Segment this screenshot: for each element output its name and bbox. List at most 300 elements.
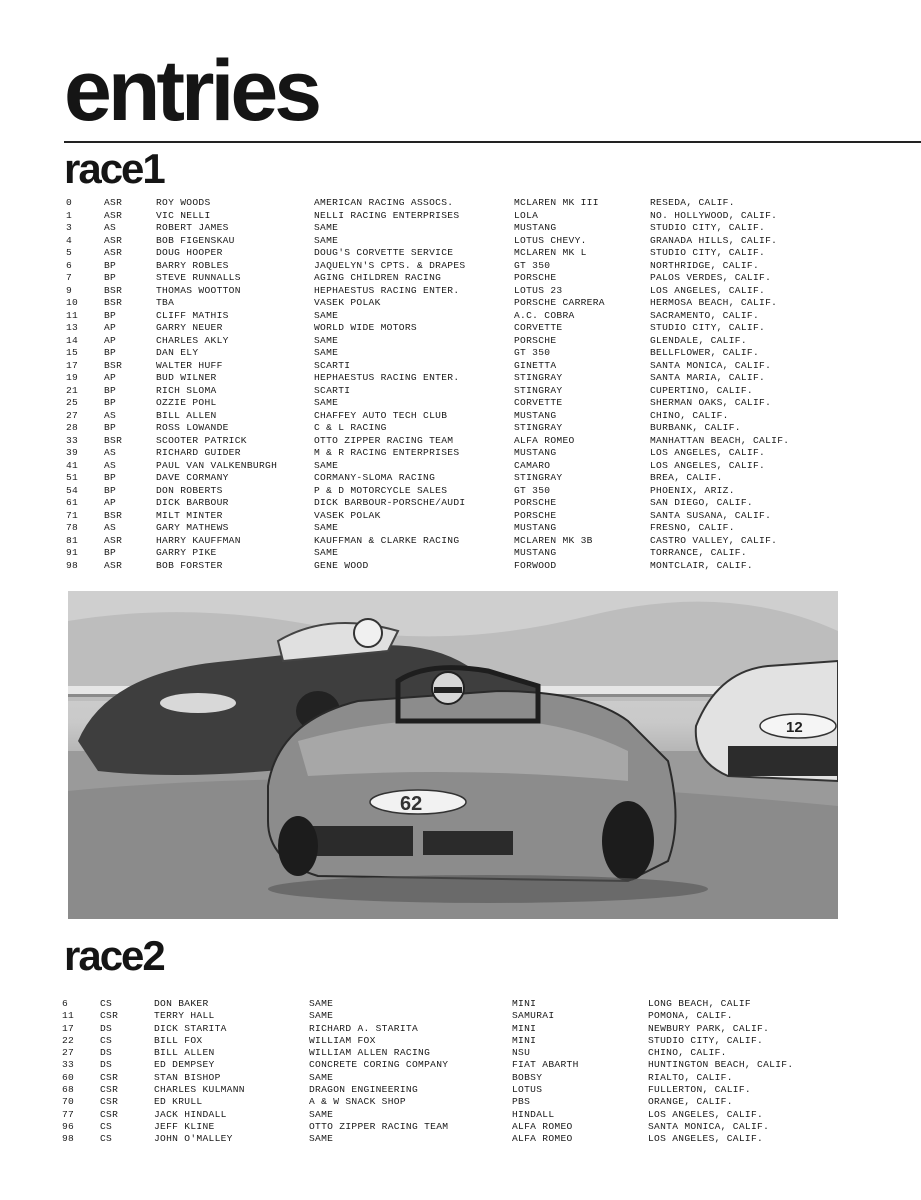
entry-driver: GARRY NEUER (156, 322, 223, 333)
entry-car-make: MCLAREN MK III (514, 197, 599, 208)
entry-hometown: LONG BEACH, CALIF (648, 998, 751, 1009)
entry-car-make: MUSTANG (514, 447, 557, 458)
entry-row (66, 435, 826, 448)
entry-hometown: POMONA, CALIF. (648, 1010, 733, 1022)
entry-car-number: 77 (62, 1108, 75, 1120)
entry-car-number: 27 (62, 1047, 75, 1059)
entry-car-make: FIAT ABARTH (512, 1059, 579, 1071)
entry-car-number: 54 (66, 484, 79, 496)
entry-car-number: 14 (66, 334, 79, 346)
entry-row (66, 197, 826, 210)
entry-driver: TERRY HALL (154, 1010, 215, 1022)
entry-driver: STAN BISHOP (154, 1071, 221, 1083)
entry-row (62, 1010, 842, 1022)
entry-car-number: 13 (66, 322, 79, 333)
entry-hometown: SANTA MONICA, CALIF. (648, 1120, 770, 1132)
entry-car-number: 5 (66, 247, 73, 258)
entry-car-make: ALFA ROMEO (512, 1120, 573, 1132)
entry-class: BP (104, 309, 117, 321)
entry-car-make: MINI (512, 998, 537, 1009)
entry-car-number: 22 (62, 1034, 75, 1046)
entry-class: AS (104, 222, 117, 233)
entry-car-number: 27 (66, 409, 79, 421)
entry-row (66, 260, 826, 273)
entry-hometown: SAN DIEGO, CALIF. (650, 497, 753, 508)
entry-entrant: HEPHAESTUS RACING ENTER. (314, 372, 460, 383)
entry-car-make: GT 350 (514, 259, 551, 271)
entry-car-make: MCLAREN MK L (514, 247, 587, 258)
entry-car-number: 98 (66, 559, 79, 571)
entry-car-make: GINETTA (514, 359, 557, 371)
entry-car-make: PORSCHE (514, 334, 557, 346)
entry-class: DS (100, 1047, 113, 1059)
entry-class: BSR (104, 284, 123, 296)
entry-driver: BOB FIGENSKAU (156, 234, 235, 246)
entry-car-make: CORVETTE (514, 322, 563, 333)
entry-driver: PAUL VAN VALKENBURGH (156, 459, 278, 471)
entry-driver: JEFF KLINE (154, 1120, 215, 1132)
entry-row (66, 422, 826, 435)
entry-entrant: VASEK POLAK (314, 297, 381, 308)
entry-car-make: STINGRAY (514, 472, 563, 483)
entry-car-number: 28 (66, 422, 79, 433)
entry-entrant: A & W SNACK SHOP (309, 1096, 406, 1108)
entry-entrant: SAME (314, 347, 339, 358)
entry-row (66, 347, 826, 360)
entry-driver: ED KRULL (154, 1096, 203, 1108)
entry-car-number: 11 (66, 309, 79, 321)
entry-entrant: WILLIAM ALLEN RACING (309, 1047, 431, 1059)
entry-driver: BUD WILNER (156, 372, 217, 383)
entry-class: CSR (100, 1071, 119, 1083)
entry-car-make: LOTUS (512, 1084, 543, 1096)
entry-driver: RICH SLOMA (156, 384, 217, 396)
entry-entrant: SAME (314, 397, 339, 408)
entry-entrant: CHAFFEY AUTO TECH CLUB (314, 409, 448, 421)
entry-car-make: CAMARO (514, 459, 551, 471)
entry-driver: BILL ALLEN (154, 1047, 215, 1059)
entry-driver: CLIFF MATHIS (156, 309, 229, 321)
entry-hometown: HERMOSA BEACH, CALIF. (650, 297, 778, 308)
entry-entrant: SAME (314, 309, 339, 321)
entry-class: BP (104, 547, 117, 558)
entry-hometown: GRANADA HILLS, CALIF. (650, 234, 778, 246)
entry-car-make: CORVETTE (514, 397, 563, 408)
entry-car-make: PORSCHE CARRERA (514, 297, 605, 308)
entry-car-make: STINGRAY (514, 384, 563, 396)
entry-class: ASR (104, 209, 123, 221)
entry-entrant: NELLI RACING ENTERPRISES (314, 209, 460, 221)
entry-row (62, 1109, 842, 1121)
entry-row (62, 1133, 842, 1145)
entry-driver: WALTER HUFF (156, 359, 223, 371)
title-divider (64, 141, 921, 143)
entry-class: CS (100, 1133, 113, 1145)
entry-car-make: LOTUS CHEVY. (514, 234, 587, 246)
entry-entrant: SAME (309, 1133, 334, 1145)
entry-car-make: MINI (512, 1022, 537, 1034)
entry-car-number: 91 (66, 547, 79, 558)
entry-hometown: BREA, CALIF. (650, 472, 723, 483)
entry-class: BP (104, 397, 117, 408)
entry-car-number: 17 (66, 359, 79, 371)
entry-entrant: AGING CHILDREN RACING (314, 272, 442, 283)
entry-row (66, 372, 826, 385)
entry-entrant: SAME (314, 334, 339, 346)
photo-car-number-front: 62 (400, 793, 423, 815)
entry-car-number: 39 (66, 447, 79, 458)
entry-hometown: NORTHRIDGE, CALIF. (650, 259, 760, 271)
entry-row (66, 385, 826, 398)
entry-hometown: BELLFLOWER, CALIF. (650, 347, 760, 358)
entry-row (66, 410, 826, 423)
entry-entrant: RICHARD A. STARITA (309, 1022, 419, 1034)
entry-row (62, 1121, 842, 1133)
entry-car-make: GT 350 (514, 484, 551, 496)
entry-car-make: LOLA (514, 209, 539, 221)
entry-car-make: A.C. COBRA (514, 309, 575, 321)
entry-driver: DICK STARITA (154, 1022, 227, 1034)
entry-class: ASR (104, 534, 123, 546)
entry-class: BP (104, 484, 117, 496)
entry-entrant: AMERICAN RACING ASSOCS. (314, 197, 454, 208)
entry-driver: BOB FORSTER (156, 559, 223, 571)
entry-entrant: SAME (314, 222, 339, 233)
entry-entrant: OTTO ZIPPER RACING TEAM (314, 434, 454, 446)
entry-class: CS (100, 1120, 113, 1132)
entry-row (66, 335, 826, 348)
entry-class: AS (104, 447, 117, 458)
entry-hometown: GLENDALE, CALIF. (650, 334, 747, 346)
entry-hometown: CHINO, CALIF. (650, 409, 729, 421)
entry-hometown: LOS ANGELES, CALIF. (650, 447, 766, 458)
entry-car-number: 61 (66, 497, 79, 508)
entry-hometown: LOS ANGELES, CALIF. (648, 1108, 764, 1120)
entry-hometown: TORRANCE, CALIF. (650, 547, 747, 558)
entry-class: CSR (100, 1010, 119, 1022)
entry-entrant: DRAGON ENGINEERING (309, 1084, 419, 1096)
entry-entrant: SAME (309, 1108, 334, 1120)
entry-car-number: 68 (62, 1084, 75, 1096)
entry-row (62, 1059, 842, 1071)
entry-hometown: PALOS VERDES, CALIF. (650, 272, 772, 283)
entry-car-number: 6 (62, 998, 69, 1009)
entry-car-number: 0 (66, 197, 73, 208)
entry-row (66, 222, 826, 235)
entry-row (66, 272, 826, 285)
entry-class: ASR (104, 559, 123, 571)
entry-car-make: MUSTANG (514, 547, 557, 558)
entry-driver: JOHN O'MALLEY (154, 1133, 233, 1145)
entry-hometown: STUDIO CITY, CALIF. (648, 1034, 764, 1046)
entry-driver: RICHARD GUIDER (156, 447, 241, 458)
entry-entrant: SAME (314, 547, 339, 558)
entry-class: ASR (104, 247, 123, 258)
race-photo (68, 591, 838, 919)
entry-hometown: ORANGE, CALIF. (648, 1096, 733, 1108)
entry-entrant: SAME (314, 234, 339, 246)
entry-car-number: 1 (66, 209, 73, 221)
entry-driver: STEVE RUNNALLS (156, 272, 241, 283)
entry-driver: THOMAS WOOTTON (156, 284, 241, 296)
entry-class: AP (104, 322, 117, 333)
entry-hometown: LOS ANGELES, CALIF. (648, 1133, 764, 1145)
entry-car-make: SAMURAI (512, 1010, 555, 1022)
entry-row (62, 1072, 842, 1084)
entry-driver: ROY WOODS (156, 197, 211, 208)
entry-entrant: P & D MOTORCYCLE SALES (314, 484, 448, 496)
entry-entrant: WILLIAM FOX (309, 1034, 376, 1046)
entry-hometown: NO. HOLLYWOOD, CALIF. (650, 209, 778, 221)
race2-entries-table (62, 998, 842, 1146)
entry-row (66, 535, 826, 548)
entry-entrant: CONCRETE CORING COMPANY (309, 1059, 449, 1071)
entry-row (62, 1035, 842, 1047)
entry-driver: DAVE CORMANY (156, 472, 229, 483)
entry-entrant: GENE WOOD (314, 559, 369, 571)
entry-hometown: FRESNO, CALIF. (650, 522, 735, 533)
entry-driver: DICK BARBOUR (156, 497, 229, 508)
entry-driver: CHARLES AKLY (156, 334, 229, 346)
entry-row (66, 297, 826, 310)
entry-car-make: NSU (512, 1047, 531, 1059)
entry-class: BP (104, 272, 117, 283)
entry-driver: ED DEMPSEY (154, 1059, 215, 1071)
entry-driver: BILL FOX (154, 1034, 203, 1046)
entry-entrant: SAME (309, 1010, 334, 1022)
entry-class: BP (104, 472, 117, 483)
entry-row (66, 322, 826, 335)
entry-class: BSR (104, 434, 123, 446)
entry-row (62, 1023, 842, 1035)
entry-car-number: 11 (62, 1010, 75, 1022)
entry-car-make: MUSTANG (514, 409, 557, 421)
entry-car-number: 4 (66, 234, 73, 246)
entry-car-make: MUSTANG (514, 522, 557, 533)
entry-class: CSR (100, 1108, 119, 1120)
entry-driver: VIC NELLI (156, 209, 211, 221)
entry-class: CS (100, 1034, 113, 1046)
entry-class: CS (100, 998, 113, 1009)
entry-car-make: STINGRAY (514, 422, 563, 433)
entry-row (66, 547, 826, 560)
entry-row (66, 235, 826, 248)
entry-car-make: MUSTANG (514, 222, 557, 233)
entry-car-number: 21 (66, 384, 79, 396)
entry-hometown: PHOENIX, ARIZ. (650, 484, 735, 496)
entry-car-number: 51 (66, 472, 79, 483)
entry-car-make: HINDALL (512, 1108, 555, 1120)
entry-car-number: 9 (66, 284, 73, 296)
entry-entrant: SAME (314, 459, 339, 471)
entry-entrant: WORLD WIDE MOTORS (314, 322, 417, 333)
entry-car-make: PBS (512, 1096, 531, 1108)
entry-car-number: 19 (66, 372, 79, 383)
entry-row (66, 485, 826, 498)
page-title: entries (64, 43, 319, 139)
entry-driver: DON BAKER (154, 998, 209, 1009)
entry-hometown: LOS ANGELES, CALIF. (650, 284, 766, 296)
race2-heading: race2 (64, 932, 164, 979)
entry-hometown: LOS ANGELES, CALIF. (650, 459, 766, 471)
entry-driver: ROBERT JAMES (156, 222, 229, 233)
entry-row (66, 247, 826, 260)
entry-driver: HARRY KAUFFMAN (156, 534, 241, 546)
entry-car-number: 81 (66, 534, 79, 546)
entry-hometown: CHINO, CALIF. (648, 1047, 727, 1059)
entry-car-make: BOBSY (512, 1071, 543, 1083)
entry-car-make: LOTUS 23 (514, 284, 563, 296)
entry-car-make: MCLAREN MK 3B (514, 534, 593, 546)
entry-hometown: SANTA MARIA, CALIF. (650, 372, 766, 383)
photo-car-number-right: 12 (786, 719, 803, 736)
entry-car-make: FORWOOD (514, 559, 557, 571)
entry-entrant: SAME (309, 1071, 334, 1083)
entry-hometown: SANTA MONICA, CALIF. (650, 359, 772, 371)
race1-entries-table (66, 197, 826, 572)
entry-hometown: STUDIO CITY, CALIF. (650, 322, 766, 333)
entry-class: DS (100, 1022, 113, 1034)
entry-class: AS (104, 409, 117, 421)
entry-row (66, 560, 826, 573)
entry-entrant: CORMANY-SLOMA RACING (314, 472, 436, 483)
entry-hometown: BURBANK, CALIF. (650, 422, 741, 433)
entry-entrant: JAQUELYN'S CPTS. & DRAPES (314, 259, 466, 271)
entry-driver: DON ROBERTS (156, 484, 223, 496)
entry-car-number: 33 (66, 434, 79, 446)
entry-driver: GARRY PIKE (156, 547, 217, 558)
entry-car-number: 7 (66, 272, 73, 283)
entry-row (62, 998, 842, 1010)
entry-entrant: OTTO ZIPPER RACING TEAM (309, 1120, 449, 1132)
entry-car-make: ALFA ROMEO (512, 1133, 573, 1145)
entry-class: BP (104, 384, 117, 396)
entry-row (66, 360, 826, 373)
entry-car-number: 71 (66, 509, 79, 521)
entry-row (66, 460, 826, 473)
entry-car-number: 3 (66, 222, 73, 233)
entry-class: ASR (104, 197, 123, 208)
entry-class: BSR (104, 359, 123, 371)
entry-driver: GARY MATHEWS (156, 522, 229, 533)
entry-class: DS (100, 1059, 113, 1071)
entry-hometown: HUNTINGTON BEACH, CALIF. (648, 1059, 794, 1071)
entry-class: BSR (104, 509, 123, 521)
entry-hometown: FULLERTON, CALIF. (648, 1084, 751, 1096)
entry-driver: MILT MINTER (156, 509, 223, 521)
entry-car-number: 25 (66, 397, 79, 408)
entry-car-number: 98 (62, 1133, 75, 1145)
entry-class: AS (104, 522, 117, 533)
entry-driver: BILL ALLEN (156, 409, 217, 421)
entry-driver: TBA (156, 297, 175, 308)
entry-driver: JACK HINDALL (154, 1108, 227, 1120)
entry-class: AP (104, 334, 117, 346)
entry-entrant: SAME (314, 522, 339, 533)
entry-row (66, 472, 826, 485)
entry-hometown: STUDIO CITY, CALIF. (650, 222, 766, 233)
entry-row (66, 210, 826, 223)
entry-class: AS (104, 459, 117, 471)
entry-row (66, 447, 826, 460)
entry-hometown: CASTRO VALLEY, CALIF. (650, 534, 778, 546)
entry-class: BP (104, 347, 117, 358)
entry-hometown: RIALTO, CALIF. (648, 1071, 733, 1083)
entry-driver: OZZIE POHL (156, 397, 217, 408)
entry-row (66, 497, 826, 510)
entry-car-number: 96 (62, 1120, 75, 1132)
entry-entrant: KAUFFMAN & CLARKE RACING (314, 534, 460, 546)
entry-driver: ROSS LOWANDE (156, 422, 229, 433)
entry-class: ASR (104, 234, 123, 246)
entry-row (66, 397, 826, 410)
entry-class: AP (104, 497, 117, 508)
entry-car-make: MINI (512, 1034, 537, 1046)
entry-car-number: 60 (62, 1071, 75, 1083)
entry-hometown: SACRAMENTO, CALIF. (650, 309, 760, 321)
entry-row (66, 310, 826, 323)
entry-car-make: GT 350 (514, 347, 551, 358)
entry-entrant: C & L RACING (314, 422, 387, 433)
entry-car-number: 17 (62, 1022, 75, 1034)
entry-entrant: DICK BARBOUR-PORSCHE/AUDI (314, 497, 466, 508)
entry-row (66, 285, 826, 298)
entry-class: BP (104, 422, 117, 433)
entry-class: CSR (100, 1096, 119, 1108)
entry-entrant: DOUG'S CORVETTE SERVICE (314, 247, 454, 258)
entry-car-number: 6 (66, 259, 73, 271)
entry-hometown: MONTCLAIR, CALIF. (650, 559, 753, 571)
entry-hometown: CUPERTINO, CALIF. (650, 384, 753, 396)
entry-car-number: 70 (62, 1096, 75, 1108)
entry-car-number: 78 (66, 522, 79, 533)
entry-car-make: ALFA ROMEO (514, 434, 575, 446)
entry-entrant: M & R RACING ENTERPRISES (314, 447, 460, 458)
entry-hometown: RESEDA, CALIF. (650, 197, 735, 208)
entry-hometown: NEWBURY PARK, CALIF. (648, 1022, 770, 1034)
entry-driver: DOUG HOOPER (156, 247, 223, 258)
entry-driver: BARRY ROBLES (156, 259, 229, 271)
entry-car-make: STINGRAY (514, 372, 563, 383)
entry-car-make: PORSCHE (514, 509, 557, 521)
race1-heading: race1 (64, 145, 164, 192)
entry-entrant: SAME (309, 998, 334, 1009)
entry-class: AP (104, 372, 117, 383)
entry-car-number: 15 (66, 347, 79, 358)
entry-row (62, 1096, 842, 1108)
entry-car-make: PORSCHE (514, 272, 557, 283)
entry-entrant: SCARTI (314, 359, 351, 371)
entry-row (66, 522, 826, 535)
entry-car-number: 10 (66, 297, 79, 308)
entry-car-make: PORSCHE (514, 497, 557, 508)
entry-hometown: SANTA SUSANA, CALIF. (650, 509, 772, 521)
entry-class: CSR (100, 1084, 119, 1096)
entry-class: BP (104, 259, 117, 271)
entry-row (66, 510, 826, 523)
entry-driver: CHARLES KULMANN (154, 1084, 245, 1096)
entry-entrant: SCARTI (314, 384, 351, 396)
entry-hometown: SHERMAN OAKS, CALIF. (650, 397, 772, 408)
entry-car-number: 41 (66, 459, 79, 471)
entry-class: BSR (104, 297, 123, 308)
entry-driver: SCOOTER PATRICK (156, 434, 247, 446)
entry-driver: DAN ELY (156, 347, 199, 358)
entry-hometown: MANHATTAN BEACH, CALIF. (650, 434, 790, 446)
entry-row (62, 1084, 842, 1096)
entry-entrant: VASEK POLAK (314, 509, 381, 521)
entry-row (62, 1047, 842, 1059)
